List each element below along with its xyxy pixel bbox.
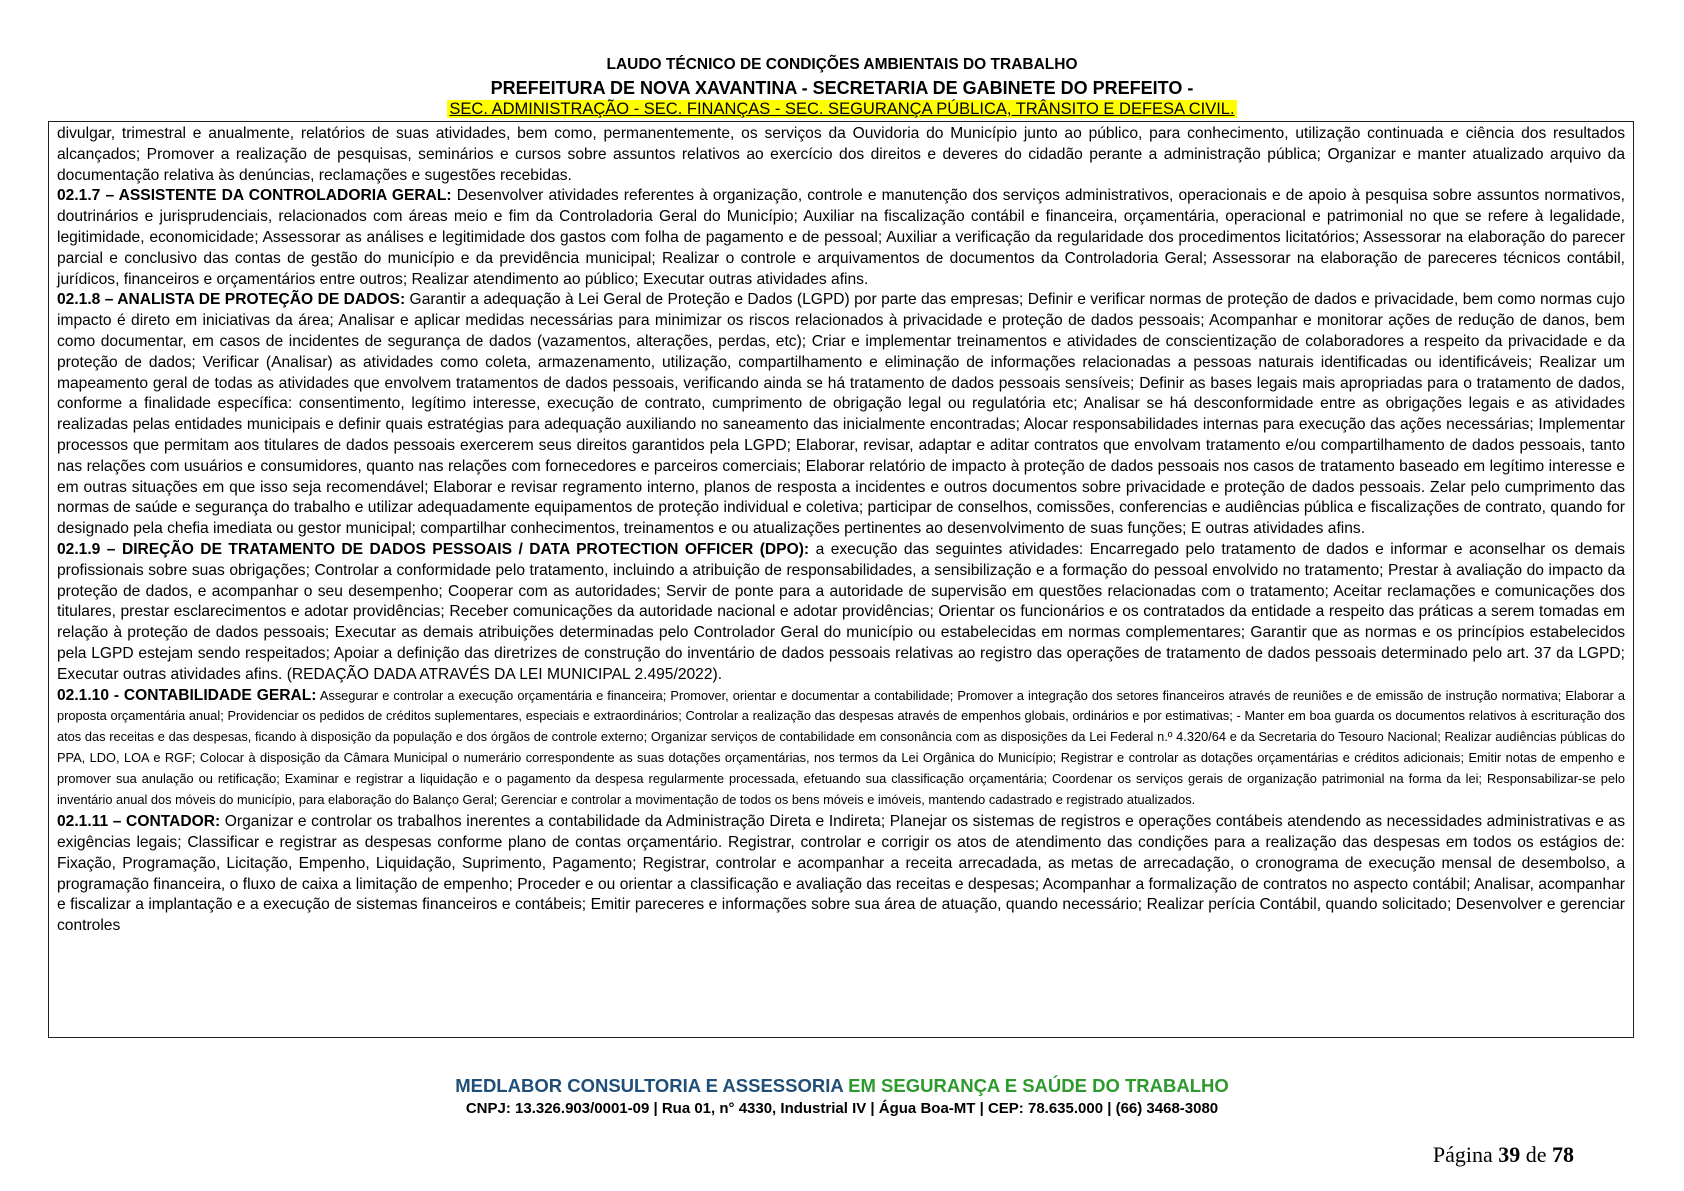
section-02-1-9 — [57, 540, 1625, 686]
page-current: 39 — [1498, 1142, 1521, 1167]
section-body: a execução das seguintes atividades: Encarregado pelo tratamento de dados e informar e aconselhar os demais profissionais sobre suas obrigações; Controlar a conformidade pelo tratamento, incluindo a atribuição de responsabilidades, a sensibilização e a formação do pessoal envolvido no tratamento; Prestar à avaliação do impacto da proteção de dados, e acompanhar o seu desempenho; Cooperar com as autoridades; Servir de ponte para a autoridade de supervisão em questões relacionadas com o tratamento; Aceitar reclamações e comunicações dos titulares, prestar esclarecimentos e adotar providências; Receber comunicações da autoridade nacional e adotar providências; Orientar os funcionários e os contratados da entidade a respeito das práticas a serem tomadas em relação à proteção de dados pessoais; Executar as demais atribuições determinadas pelo Controlador Geral do município ou estabelecidas em normas complementares; Garantir que as normas e os princípios estabelecidos pela LGPD estejam sendo respeitados; Apoiar a definição das diretrizes de construção do inventário de dados pessoais relativas ao registro das operações de tratamento de dados pessoais determinado pelo art. 37 da LGPD; Executar outras atividades afins. (REDAÇÃO DADA ATRAVÉS DA LEI MUNICIPAL 2.495/2022). — [57, 540, 1625, 683]
section-heading: 02.1.7 – ASSISTENTE DA CONTROLADORIA GERAL: — [57, 187, 452, 205]
section-heading: 02.1.8 – ANALISTA DE PROTEÇÃO DE DADOS: — [57, 291, 406, 309]
section-02-1-7 — [57, 186, 1625, 290]
section-heading: 02.1.11 – CONTADOR: — [57, 813, 221, 831]
company-tagline: EM SEGURANÇA E SAÚDE DO TRABALHO — [843, 1075, 1229, 1096]
content-box — [48, 121, 1634, 1038]
intro-paragraph: divulgar, trimestral e anualmente, relatórios de suas atividades, bem como, permanentemente, os serviços da Ouvidoria do Município junto ao público, para conhecimento, utilização continuada e ciência dos resultados alcançados; Promover a realização de pesquisas, seminários e cursos sobre assuntos relativos ao exercício dos direitos e deveres do cidadão perante a administração pública; Organizar e manter atualizado arquivo da documentação relativa às denúncias, reclamações e sugestões recebidas. — [57, 125, 1625, 184]
page-total: 78 — [1552, 1142, 1574, 1167]
section-body: Desenvolver atividades referentes à organização, controle e manutenção dos serviços administrativos, operacionais e de apoio à pesquisa sobre assuntos normativos, doutrinários e jurisprudenciais, relacionados com áreas meio e fim da Controladoria Geral do Município; Auxiliar na fiscalização contábil e financeira, orçamentária, operacional e patrimonial no que se refere à legalidade, legitimidade, economicidade; Assessorar as análises e legitimidade dos gastos com folha de pagamento e de pessoal; Auxiliar a verificação da regularidade dos procedimentos licitatórios; Assessorar na elaboração do parecer parcial e conclusivo das contas de gestão do município e da previdência municipal; Realizar o controle e arquivamentos de documentos da Controladoria Geral; Assessorar na elaboração de pareceres técnicos contábil, jurídicos, financeiros e orçamentários entre outros; Realizar atendimento ao público; Executar outras atividades afins. — [57, 187, 1625, 288]
section-heading: 02.1.9 – DIREÇÃO DE TRATAMENTO DE DADOS PESSOAIS / DATA PROTECTION OFFICER (DPO): — [57, 540, 810, 558]
section-body: Garantir a adequação à Lei Geral de Proteção e Dados (LGPD) por parte das empresas; Definir e verificar normas de proteção de dados e privacidade, bem como normas cujo impacto é direto em iniciativas da área; Analisar e aplicar medidas necessárias para minimizar os riscos relacionados à privacidade e proteção de dados pessoais; Acompanhar e monitorar ações de redução de danos, bem como documentar, em casos de incidentes de segurança de dados (vazamentos, alterações, perdas, etc); Criar e implementar treinamentos e atividades de conscientização de colaboradores a respeito da privacidade e da proteção de dados; Verificar (Analisar) as atividades como coleta, armazenamento, utilização, compartilhamento e eliminação de informações relacionadas a pessoas naturais identificadas ou identificáveis; Realizar um mapeamento geral de todas as atividades que envolvem tratamentos de dados pessoais, verificando ainda se há tratamento de dados pessoais sensíveis; Definir as bases legais mais apropriadas para o tratamento de dados, conforme a finalidade específica: consentimento, legítimo interesse, execução de contrato, cumprimento de obrigação legal ou regulatória etc; Analisar se há desconformidade entre as obrigações legais e as atividades realizadas pelas entidades municipais e definir quais estratégias para adequação auxiliando no saneamento das inicialmente encontradas; Alocar responsabilidades internas para execução das ações necessárias; Implementar processos que permitam aos titulares de dados pessoais exercerem seus direitos garantidos pela LGPD; Elaborar, revisar, adaptar e aditar contratos que envolvam tratamento e/ou compartilhamento de dados pessoais, tanto nas relações com usuários e consumidores, quanto nas relações com fornecedores e parceiros comerciais; Elaborar relatório de impacto à proteção de dados pessoais nos casos de tratamento baseado em legítimo interesse e em outras situações em que isso seja recomendável; Elaborar e revisar regramento interno, planos de resposta a incidentes e outros documentos sobre privacidade e proteção de dados pessoais. Zelar pelo cumprimento das normas de saúde e segurança do trabalho e utilizar adequadamente equipamentos de proteção individual e coletiva; participar de conselhos, comissões, conferencias e audiências pública e fiscalizações de contrato, quando for designado pela chefia imediata ou gestor municipal; compartilhar conhecimentos, treinamentos e ou atualizações pertinentes ao desenvolvimento de suas funções; E outras atividades afins. — [57, 291, 1625, 538]
content-text — [49, 122, 1633, 937]
report-departments — [0, 100, 1684, 119]
section-02-1-8 — [57, 290, 1625, 540]
company-name: MEDLABOR CONSULTORIA E ASSESSORIA — [455, 1075, 844, 1096]
section-body: Organizar e controlar os trabalhos inerentes a contabilidade da Administração Direta e Indireta; Planejar os sistemas de registros e operações contábeis atendendo as necessidades administrativas e as exigências legais; Classificar e registrar as despesas conforme plano de contas orçamentário. Registrar, controlar e corrigir os atos de atendimento das condições para a realização das despesas em todos os estágios de: Fixação, Programação, Licitação, Empenho, Liquidação, Suprimento, Pagamento; Registrar, controlar e acompanhar a receita arrecadada, as metas de arrecadação, o cronograma de execução mensal de desembolso, a programação financeira, o fluxo de caixa a limitação de empenho; Proceder e ou orientar a classificação e avaliação das receitas e despesas; Acompanhar a formalização de contratos no aspecto contábil; Analisar, acompanhar e fiscalizar a implantação e a execução de sistemas financeiros e contábeis; Emitir pareceres e informações sobre sua área de atuação, quando necessário; Realizar perícia Contábil, quando solicitado; Desenvolver e gerenciar controles — [57, 813, 1625, 935]
footer-contact: CNPJ: 13.326.903/0001-09 | Rua 01, n° 4330, Industrial IV | Água Boa-MT | CEP: 78.635.000 | (66) 3468-3080 — [465, 1100, 1219, 1117]
page-of: de — [1520, 1142, 1552, 1167]
section-heading: 02.1.10 - CONTABILIDADE GERAL: — [57, 686, 317, 704]
section-body: Assegurar e controlar a execução orçamentária e financeira; Promover, orientar e documentar a contabilidade; Promover a integração dos setores financeiros através de reuniões e de emissão de instrução normativa; Elaborar a proposta orçamentária anual; Providenciar os pedidos de créditos suplementares, especiais e extraordinários; Controlar a realização das despesas através de empenhos globais, ordinários e por estimativas; - Manter em boa guarda os documentos relativos à escrituração dos atos das receitas e das despesas, ficando à disposição da população e dos órgãos de controle externo; Organizar serviços de contabilidade em consonância com as disposições da Lei Federal n.º 4.320/64 e da Secretaria do Tesouro Nacional; Realizar audiências públicas do PPA, LDO, LOA e RGF; Colocar à disposição da Câmara Municipal o numerário correspondente as suas dotações orçamentárias, nos termos da Lei Orgânica do Município; Registrar e controlar as dotações orçamentárias e créditos adicionais; Emitir notas de empenho e promover sua anulação ou retificação; Examinar e registrar a liquidação e o pagamento da despesa regularmente processada, efetuando sua classificação orçamentária; Coordenar os serviços gerais de organização patrimonial na forma da lei; Responsabilizar-se pelo inventário anual dos móveis do município, para elaboração do Balanço Geral; Gerenciar e controlar a movimentação de todos os bens móveis e imóveis, mantendo cadastrado e registrado atualizados. — [57, 687, 1625, 807]
report-title: LAUDO TÉCNICO DE CONDIÇÕES AMBIENTAIS DO TRABALHO — [606, 56, 1078, 73]
report-subtitle: PREFEITURA DE NOVA XAVANTINA - SECRETARIA DE GABINETE DO PREFEITO - — [490, 78, 1194, 98]
footer-company — [0, 1075, 1684, 1097]
section-02-1-11 — [57, 812, 1625, 937]
section-02-1-10 — [57, 686, 1625, 811]
departments-highlight: SEC. ADMINISTRAÇÃO - SEC. FINANÇAS - SEC. SEGURANÇA PÚBLICA, TRÂNSITO E DEFESA CIVIL. — [449, 100, 1235, 118]
page-label: Página — [1432, 1142, 1499, 1167]
page-number — [1433, 1142, 1574, 1168]
